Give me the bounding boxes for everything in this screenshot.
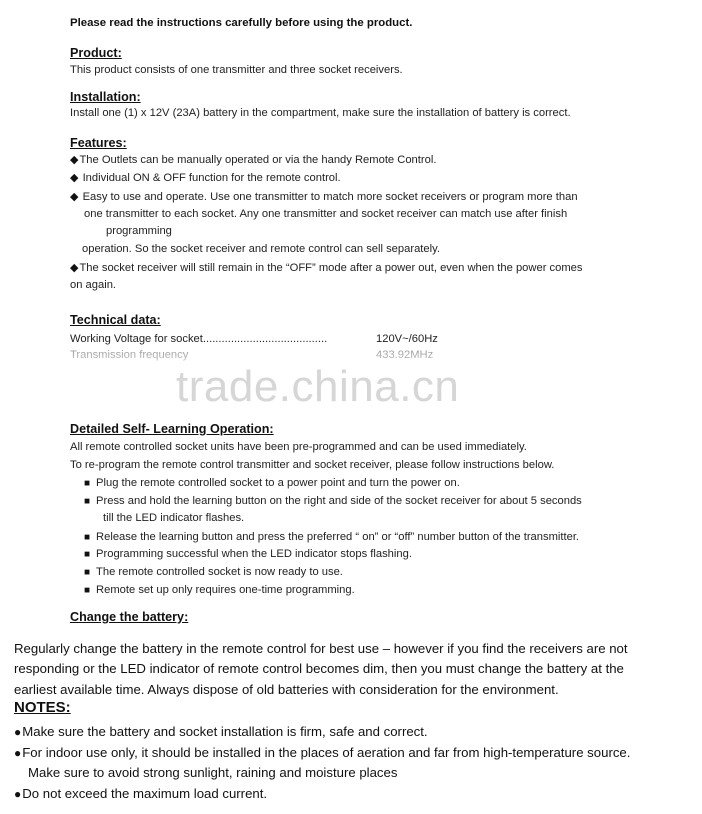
feature-item-continued: on again. [70, 279, 117, 291]
feature-item: ◆ Easy to use and operate. Use one transmitter to match more socket receivers or program more than [70, 190, 578, 204]
learning-step: ■ Release the learning button and press the preferred “ on” or “off” number button of the transmitter. [84, 530, 579, 545]
document-header: Please read the instructions carefully before using the product. [70, 17, 413, 29]
technical-row-label: Working Voltage for socket........................................ [70, 333, 328, 345]
note-item: ● Make sure the battery and socket installation is firm, safe and correct. [14, 723, 428, 741]
learning-intro: To re-program the remote control transmitter and socket receiver, please follow instructions below. [70, 459, 555, 471]
note-item-continued: Make sure to avoid strong sunlight, raining and moisture places [28, 765, 398, 780]
note-item: ● Do not exceed the maximum load current. [14, 785, 267, 803]
notes-heading: NOTES: [14, 699, 71, 716]
learning-step: ■ The remote controlled socket is now ready to use. [84, 565, 343, 580]
learning-step: ■ Press and hold the learning button on the right and side of the socket receiver for about 5 seconds [84, 494, 582, 509]
watermark-text: trade.china.cn [176, 362, 460, 411]
features-heading: Features: [70, 136, 127, 150]
feature-item-continued: one transmitter to each socket. Any one transmitter and socket receiver can match use after finish [84, 208, 568, 220]
learning-intro: All remote controlled socket units have been pre-programmed and can be used immediately. [70, 441, 527, 453]
learning-step: ■ Programming successful when the LED indicator stops flashing. [84, 547, 412, 562]
learning-step-continued: till the LED indicator flashes. [103, 512, 245, 524]
feature-item-continued: operation. So the socket receiver and remote control can sell separately. [82, 243, 440, 255]
learning-step: ■ Remote set up only requires one-time programming. [84, 583, 355, 598]
product-heading: Product: [70, 46, 122, 60]
installation-heading: Installation: [70, 90, 141, 104]
product-text: This product consists of one transmitter and three socket receivers. [70, 64, 403, 76]
technical-row-value: 120V~/60Hz [376, 333, 438, 345]
feature-item: ◆ The Outlets can be manually operated or via the handy Remote Control. [70, 153, 436, 167]
battery-text: earliest available time. Always dispose of old batteries with consideration for the environment. [14, 682, 559, 697]
battery-text: Regularly change the battery in the remote control for best use – however if you find the receivers are not [14, 641, 628, 656]
learning-step: ■ Plug the remote controlled socket to a power point and turn the power on. [84, 476, 460, 491]
feature-item: ◆ The socket receiver will still remain in the “OFF” mode after a power out, even when the power comes [70, 261, 583, 275]
note-item: ● For indoor use only, it should be installed in the places of aeration and far from high-temperature source. [14, 744, 630, 762]
technical-heading: Technical data: [70, 313, 161, 327]
feature-item: ◆ Individual ON & OFF function for the remote control. [70, 171, 341, 185]
installation-text: Install one (1) x 12V (23A) battery in the compartment, make sure the installation of battery is correct. [70, 107, 571, 119]
battery-text: responding or the LED indicator of remote control becomes dim, then you must change the battery at the [14, 661, 624, 676]
battery-heading: Change the battery: [70, 610, 189, 624]
learning-heading: Detailed Self- Learning Operation: [70, 422, 274, 436]
feature-item-continued: programming [106, 225, 172, 237]
